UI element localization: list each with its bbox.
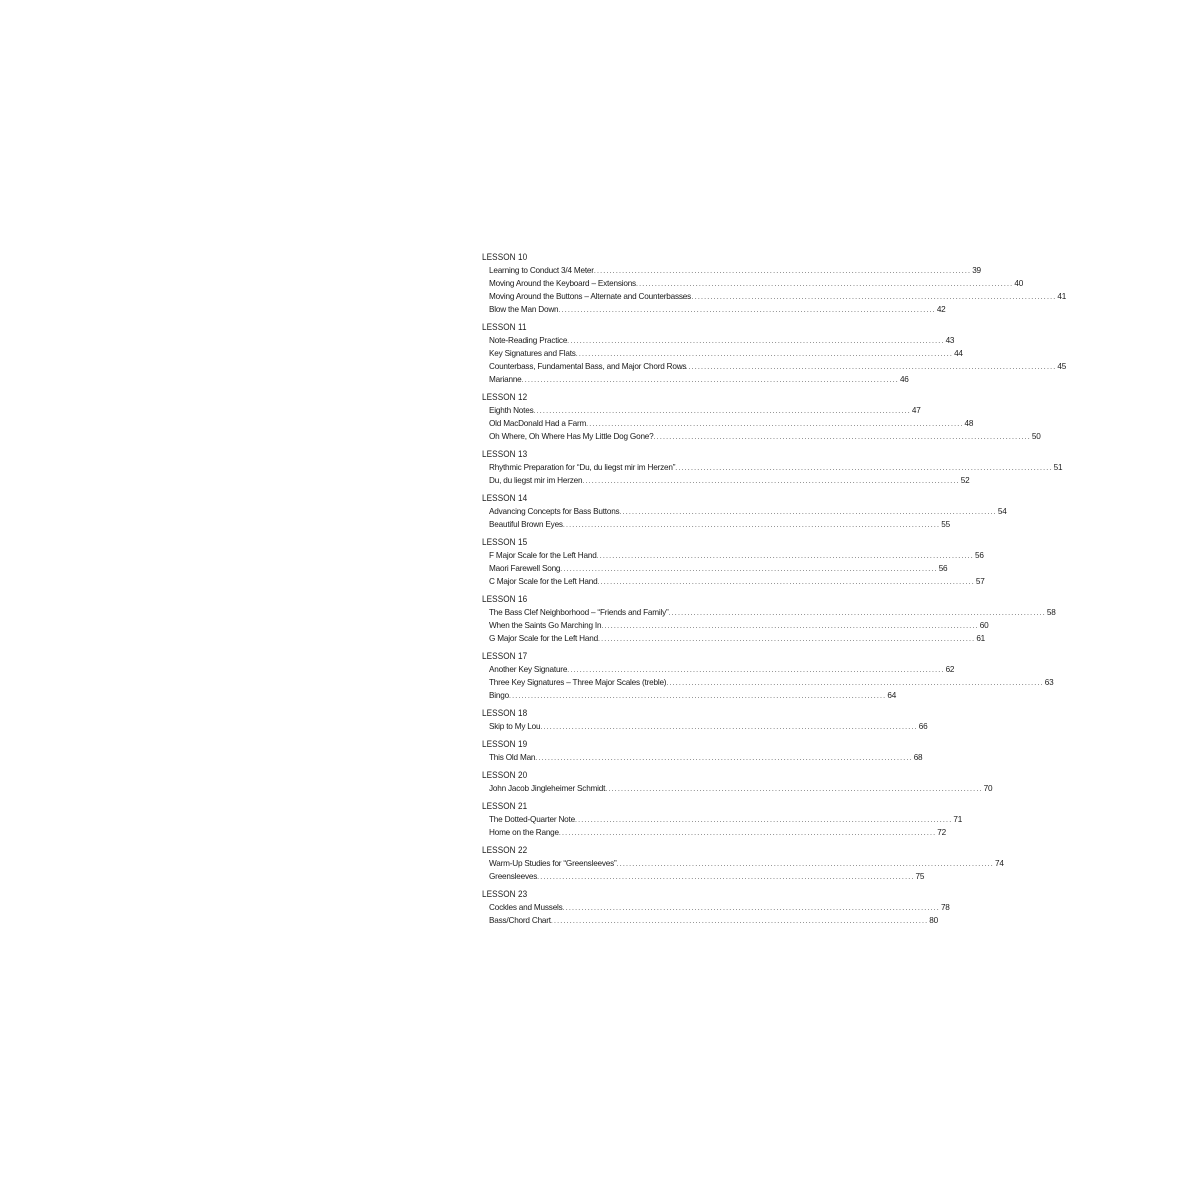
toc-entry[interactable] — [489, 914, 938, 927]
dot-leader: ........................................................................................................................ — [562, 905, 940, 912]
toc-entry[interactable] — [489, 720, 928, 733]
toc-entry-page-number: 74 — [994, 859, 1004, 868]
toc-entry-title: Marianne — [489, 375, 522, 384]
toc-entry-title: Three Key Signatures – Three Major Scales (treble) — [489, 678, 667, 687]
toc-entry[interactable] — [489, 663, 955, 676]
toc-entry[interactable] — [489, 505, 1007, 518]
toc-entry-page-number: 61 — [976, 634, 986, 643]
toc-entry[interactable] — [489, 347, 963, 360]
toc-entry-title: Key Signatures and Flats — [489, 349, 576, 358]
toc-entry-title: Bass/Chord Chart — [489, 916, 551, 925]
toc-entry[interactable] — [489, 404, 921, 417]
toc-entry[interactable] — [489, 373, 909, 386]
lesson-heading: LESSON 23 — [482, 889, 528, 900]
toc-entry-title: Blow the Man Down — [489, 305, 559, 314]
lesson-heading: LESSON 12 — [482, 392, 528, 403]
lesson-section — [482, 493, 1007, 531]
toc-entry[interactable] — [489, 901, 950, 914]
dot-leader: ........................................................................................................................ — [574, 817, 953, 824]
lesson-heading: LESSON 21 — [482, 801, 528, 812]
toc-entry-title: Oh Where, Oh Where Has My Little Dog Gone? — [489, 432, 654, 441]
toc-entry[interactable] — [489, 632, 986, 645]
lesson-section — [482, 739, 923, 764]
toc-entry-page-number: 47 — [911, 406, 921, 415]
toc-entry-page-number: 62 — [945, 665, 955, 674]
toc-entry[interactable] — [489, 549, 984, 562]
dot-leader: ........................................................................................................................ — [535, 755, 913, 762]
dot-leader: ........................................................................................................................ — [550, 918, 929, 925]
toc-entry-page-number: 42 — [936, 305, 946, 314]
toc-entry-page-number: 68 — [913, 753, 923, 762]
dot-leader: ........................................................................................................................ — [679, 364, 1057, 371]
toc-entry[interactable] — [489, 870, 925, 883]
toc-entry[interactable] — [489, 518, 950, 531]
dot-leader: ........................................................................................................................ — [540, 724, 918, 731]
dot-leader: ........................................................................................................................ — [560, 566, 938, 573]
toc-entry-title: Cockles and Mussels — [489, 903, 563, 912]
lesson-section — [482, 322, 1067, 386]
dot-leader: ........................................................................................................................ — [562, 522, 941, 529]
dot-leader: ........................................................................................................................ — [605, 786, 983, 793]
lesson-heading: LESSON 14 — [482, 493, 528, 504]
lesson-heading: LESSON 17 — [482, 651, 528, 662]
dot-leader: ........................................................................................................................ — [679, 294, 1057, 301]
toc-entry-page-number: 56 — [938, 564, 948, 573]
dot-leader: ........................................................................................................................ — [666, 680, 1044, 687]
dot-leader: ........................................................................................................................ — [653, 434, 1031, 441]
toc-entry-page-number: 64 — [887, 691, 897, 700]
lesson-section — [482, 708, 928, 733]
toc-entry-title: The Dotted-Quarter Note — [489, 815, 575, 824]
toc-entry[interactable] — [489, 751, 923, 764]
toc-entry[interactable] — [489, 290, 1067, 303]
toc-entry-page-number: 43 — [945, 336, 955, 345]
toc-entry[interactable] — [489, 334, 955, 347]
toc-entry-title: Another Key Signature — [489, 665, 568, 674]
toc-entry-title: C Major Scale for the Left Hand — [489, 577, 598, 586]
toc-entry-page-number: 56 — [974, 551, 984, 560]
toc-entry[interactable] — [489, 619, 989, 632]
lesson-heading: LESSON 13 — [482, 449, 528, 460]
toc-entry-title: F Major Scale for the Left Hand — [489, 551, 597, 560]
toc-entry-title: This Old Man — [489, 753, 536, 762]
dot-leader: ........................................................................................................................ — [567, 338, 945, 345]
toc-entry-page-number: 66 — [918, 722, 928, 731]
lesson-heading: LESSON 18 — [482, 708, 528, 719]
toc-entry-page-number: 55 — [941, 520, 950, 529]
dot-leader: ........................................................................................................................ — [601, 623, 979, 630]
dot-leader: ........................................................................................................................ — [635, 281, 1014, 288]
toc-entry-page-number: 44 — [954, 349, 963, 358]
lesson-heading: LESSON 22 — [482, 845, 528, 856]
toc-entry-page-number: 72 — [937, 828, 946, 837]
toc-entry-page-number: 63 — [1044, 678, 1054, 687]
toc-entry[interactable] — [489, 782, 993, 795]
toc-entry[interactable] — [489, 264, 981, 277]
toc-entry-title: Beautiful Brown Eyes — [489, 520, 563, 529]
toc-entry-title: Home on the Range — [489, 828, 559, 837]
toc-entry[interactable] — [489, 360, 1067, 373]
dot-leader: ........................................................................................................................ — [668, 610, 1046, 617]
lesson-section — [482, 449, 1063, 487]
lesson-heading: LESSON 11 — [482, 322, 527, 333]
toc-entry[interactable] — [489, 676, 1054, 689]
toc-entry-title: Maori Farewell Song — [489, 564, 561, 573]
toc-entry[interactable] — [489, 277, 1024, 290]
lesson-section — [482, 252, 1067, 316]
toc-entry[interactable] — [489, 813, 963, 826]
lesson-heading: LESSON 15 — [482, 537, 528, 548]
toc-entry-title: Moving Around the Buttons – Alternate and Counterbasses — [489, 292, 692, 301]
toc-entry[interactable] — [489, 606, 1056, 619]
dot-leader: ........................................................................................................................ — [586, 421, 964, 428]
toc-entry[interactable] — [489, 474, 970, 487]
toc-entry-page-number: 48 — [964, 419, 974, 428]
toc-entry-title: Eighth Notes — [489, 406, 534, 415]
toc-entry-title: When the Saints Go Marching In — [489, 621, 602, 630]
lesson-heading: LESSON 19 — [482, 739, 528, 750]
dot-leader: ........................................................................................................................ — [521, 377, 899, 384]
toc-entry-page-number: 60 — [979, 621, 989, 630]
toc-entry[interactable] — [489, 461, 1063, 474]
toc-entry[interactable] — [489, 562, 948, 575]
toc-entry-title: Rhythmic Preparation for “Du, du liegst mir im Herzen” — [489, 463, 676, 472]
toc-entry-title: Counterbass, Fundamental Bass, and Major Chord Rows — [489, 362, 687, 371]
toc-entry-page-number: 41 — [1057, 292, 1067, 301]
lesson-section — [482, 651, 1054, 702]
toc-entry[interactable] — [489, 417, 974, 430]
toc-entry-title: Warm-Up Studies for “Greensleeves” — [489, 859, 617, 868]
dot-leader: ........................................................................................................................ — [558, 830, 937, 837]
toc-entry-title: Du, du liegst mir im Herzen — [489, 476, 583, 485]
dot-leader: ........................................................................................................................ — [537, 874, 915, 881]
toc-entry-title: Old MacDonald Had a Farm — [489, 419, 587, 428]
dot-leader: ........................................................................................................................ — [597, 636, 976, 643]
dot-leader: ........................................................................................................................ — [582, 478, 960, 485]
toc-entry-page-number: 45 — [1057, 362, 1067, 371]
lesson-section — [482, 889, 950, 927]
toc-entry[interactable] — [489, 689, 897, 702]
lesson-heading: LESSON 10 — [482, 252, 528, 263]
dot-leader: ........................................................................................................................ — [596, 553, 974, 560]
toc-entry-title: The Bass Clef Neighborhood – “Friends and Family” — [489, 608, 669, 617]
toc-entry-page-number: 50 — [1031, 432, 1041, 441]
lesson-section — [482, 845, 1004, 883]
dot-leader: ........................................................................................................................ — [593, 268, 972, 275]
toc-entry-title: Skip to My Lou — [489, 722, 541, 731]
dot-leader: ........................................................................................................................ — [508, 693, 887, 700]
lesson-heading: LESSON 20 — [482, 770, 528, 781]
toc-entry-title: Note-Reading Practice — [489, 336, 568, 345]
table-of-contents — [482, 252, 1067, 933]
dot-leader: ........................................................................................................................ — [619, 509, 997, 516]
dot-leader: ........................................................................................................................ — [597, 579, 975, 586]
lesson-heading: LESSON 16 — [482, 594, 528, 605]
dot-leader: ........................................................................................................................ — [533, 408, 911, 415]
dot-leader: ........................................................................................................................ — [675, 465, 1053, 472]
toc-entry[interactable] — [489, 575, 985, 588]
toc-entry-page-number: 40 — [1014, 279, 1024, 288]
toc-entry-page-number: 39 — [972, 266, 981, 275]
toc-entry-page-number: 71 — [953, 815, 963, 824]
toc-entry-title: Learning to Conduct 3/4 Meter — [489, 266, 594, 275]
lesson-section — [482, 392, 1041, 443]
toc-entry-title: Moving Around the Keyboard – Extensions — [489, 279, 636, 288]
dot-leader: ........................................................................................................................ — [567, 667, 945, 674]
toc-entry-page-number: 51 — [1053, 463, 1063, 472]
toc-entry-page-number: 75 — [915, 872, 925, 881]
toc-entry-title: Bingo — [489, 691, 509, 700]
toc-entry-page-number: 80 — [929, 916, 938, 925]
dot-leader: ........................................................................................................................ — [558, 307, 936, 314]
lesson-section — [482, 801, 963, 839]
lesson-section — [482, 537, 985, 588]
dot-leader: ........................................................................................................................ — [616, 861, 994, 868]
toc-entry-page-number: 70 — [983, 784, 993, 793]
lesson-section — [482, 770, 993, 795]
toc-entry-title: G Major Scale for the Left Hand — [489, 634, 598, 643]
toc-entry-title: John Jacob Jingleheimer Schmidt — [489, 784, 606, 793]
toc-entry[interactable] — [489, 857, 1004, 870]
toc-entry-page-number: 46 — [899, 375, 909, 384]
toc-entry-page-number: 52 — [960, 476, 970, 485]
toc-entry[interactable] — [489, 303, 946, 316]
toc-entry[interactable] — [489, 826, 946, 839]
toc-entry-page-number: 58 — [1046, 608, 1056, 617]
toc-entry-page-number: 78 — [940, 903, 950, 912]
lesson-section — [482, 594, 1056, 645]
toc-entry-title: Advancing Concepts for Bass Buttons — [489, 507, 620, 516]
toc-entry[interactable] — [489, 430, 1041, 443]
toc-entry-page-number: 57 — [975, 577, 985, 586]
toc-entry-page-number: 54 — [997, 507, 1007, 516]
toc-entry-title: Greensleeves — [489, 872, 538, 881]
dot-leader: ........................................................................................................................ — [575, 351, 954, 358]
